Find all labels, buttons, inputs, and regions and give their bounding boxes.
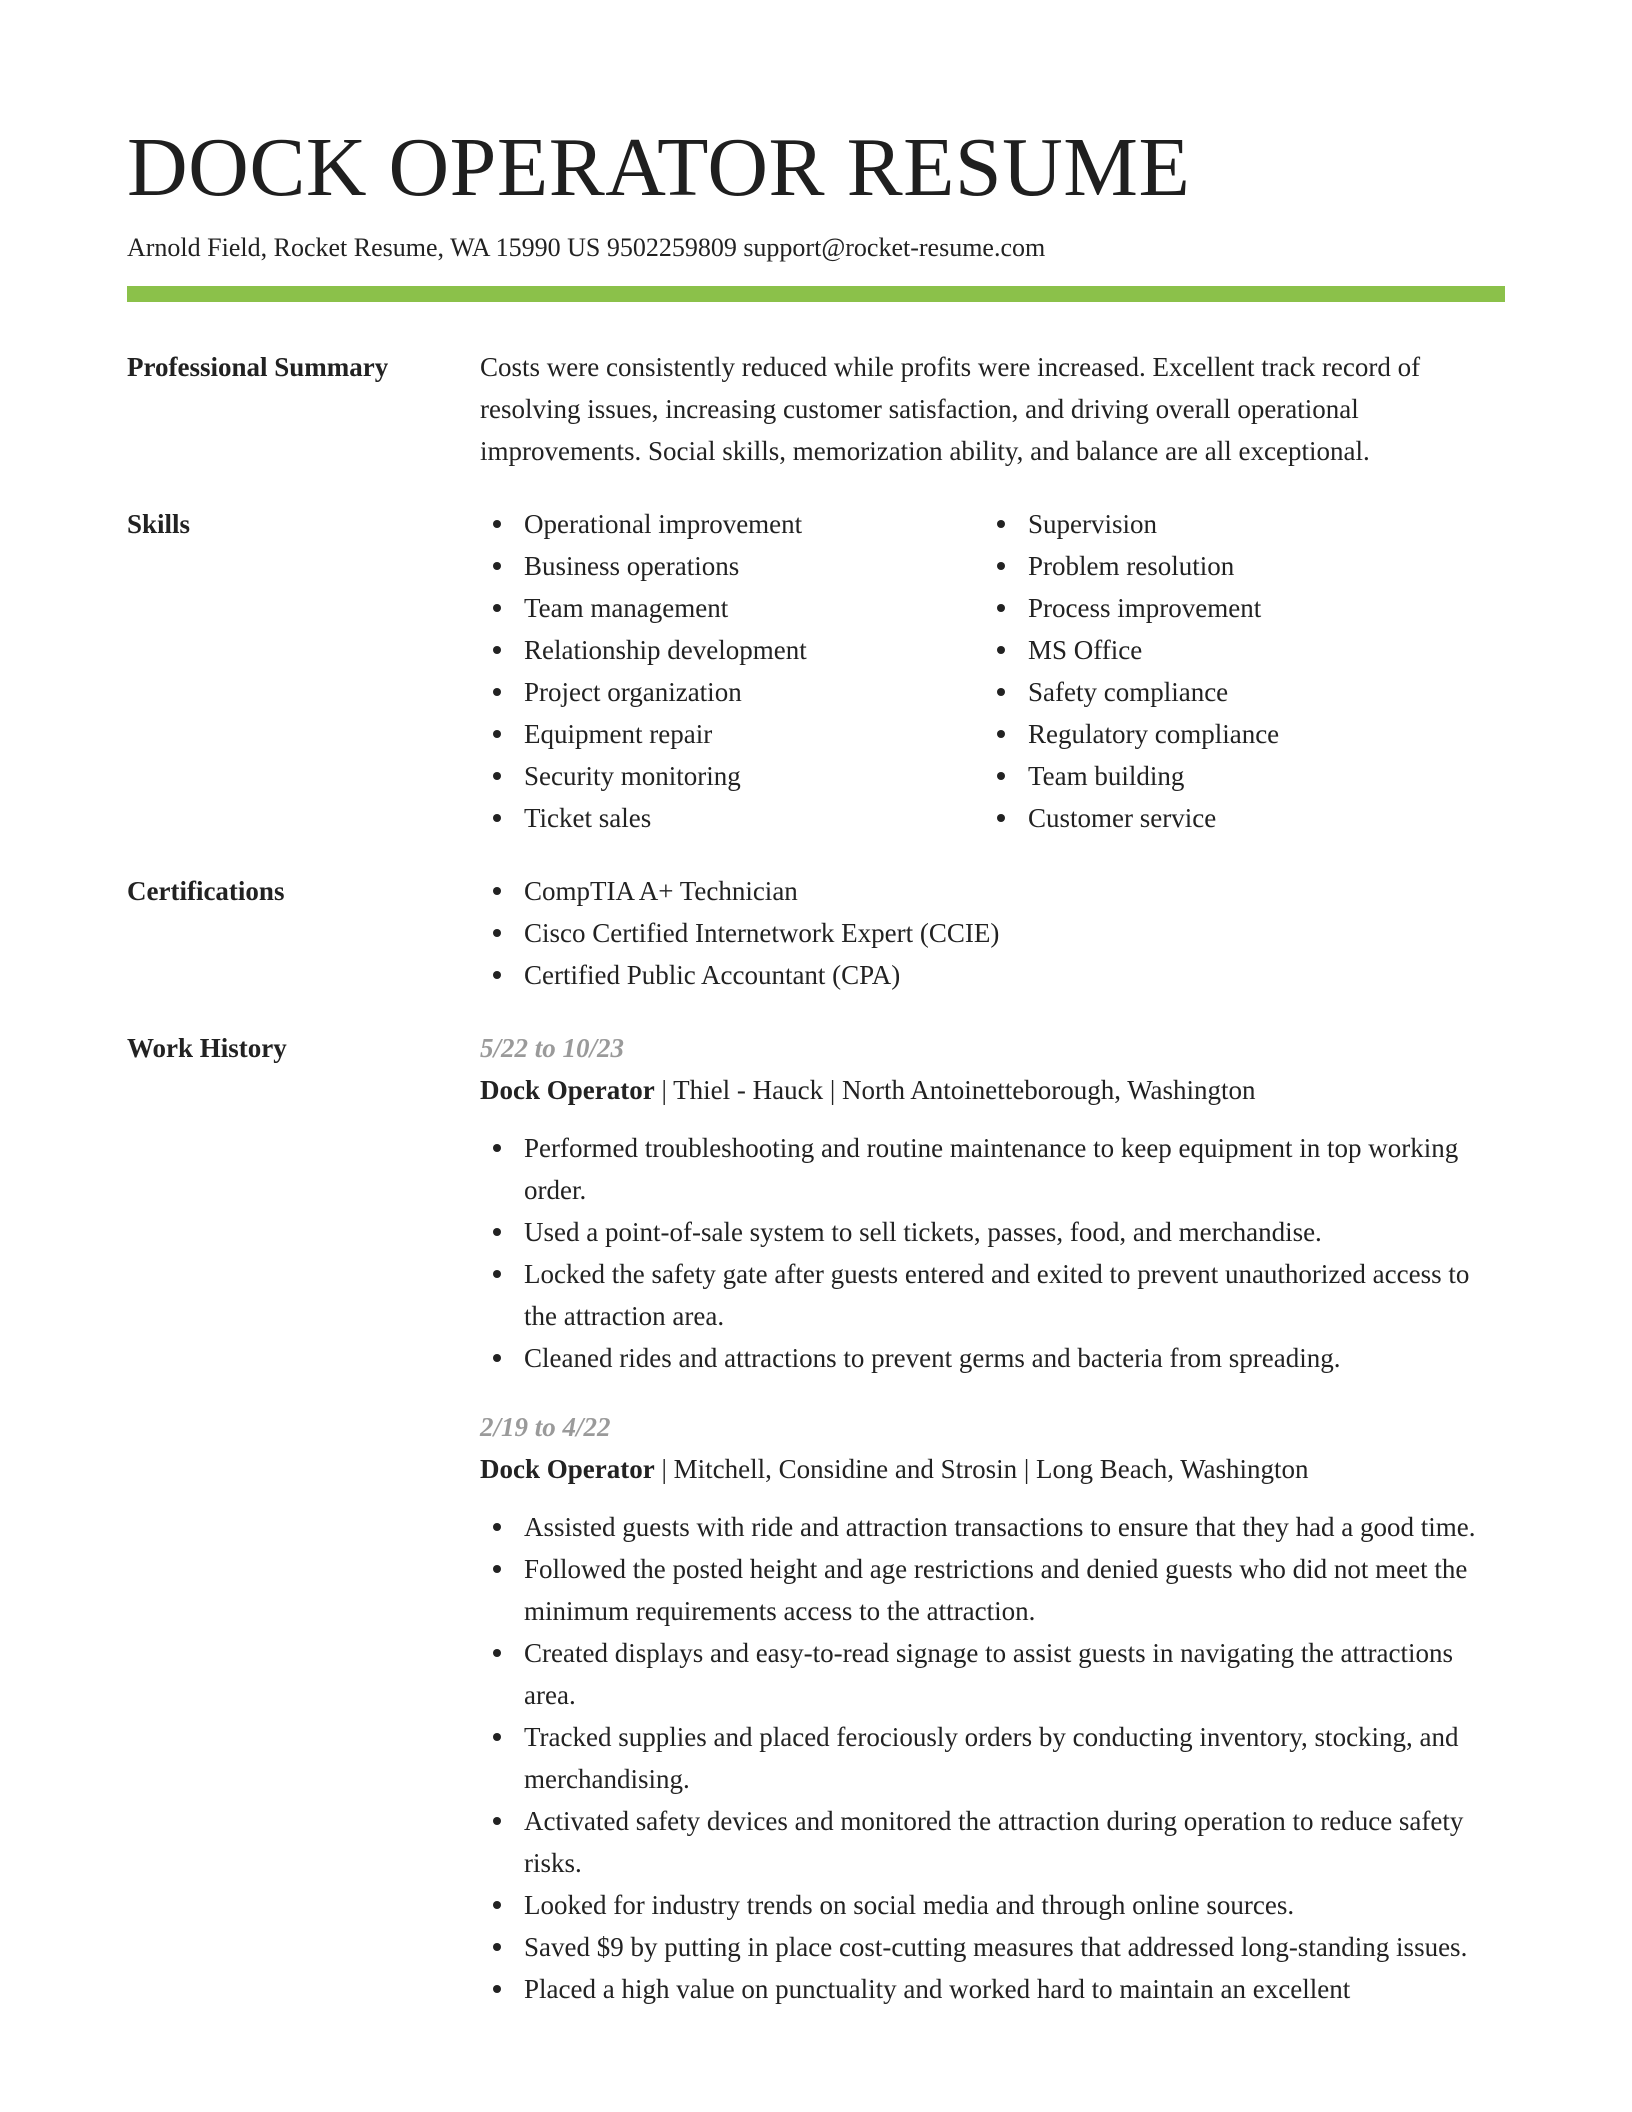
job-employer-location: | Mitchell, Considine and Strosin | Long Beach, Washington: [654, 1454, 1309, 1484]
contact-location: WA 15990 US: [450, 233, 601, 262]
skills-list-left: [480, 503, 984, 839]
contact-name: Arnold Field,: [127, 233, 268, 262]
section-heading-summary: Professional Summary: [127, 352, 389, 382]
job-bullet: Assisted guests with ride and attraction transactions to ensure that they had a good time.: [480, 1506, 1505, 1548]
skill-item: Equipment repair: [480, 713, 984, 755]
job-bullets: [480, 1127, 1505, 1379]
skill-item: Team management: [480, 587, 984, 629]
skill-item: Safety compliance: [984, 671, 1488, 713]
contact-company: Rocket Resume,: [273, 233, 445, 262]
job-employer-location: | Thiel - Hauck | North Antoinetteborough, Washington: [654, 1075, 1256, 1105]
skill-item: Ticket sales: [480, 797, 984, 839]
skill-item: Security monitoring: [480, 755, 984, 797]
skill-item: Business operations: [480, 545, 984, 587]
skill-item: Operational improvement: [480, 503, 984, 545]
skills-list-right: [984, 503, 1488, 839]
header-divider: [127, 286, 1505, 302]
job-bullet: Used a point-of-sale system to sell tickets, passes, food, and merchandise.: [480, 1211, 1505, 1253]
skill-item: Process improvement: [984, 587, 1488, 629]
job-bullet: Tracked supplies and placed ferociously orders by conducting inventory, stocking, and merchandising.: [480, 1716, 1505, 1800]
job-role: Dock Operator: [480, 1454, 655, 1484]
job-bullets: [480, 1506, 1505, 2010]
skill-item: Regulatory compliance: [984, 713, 1488, 755]
job-bullet: Saved $9 by putting in place cost-cutting measures that addressed long-standing issues.: [480, 1926, 1505, 1968]
certifications-list: [480, 870, 1505, 996]
job-entry: [480, 1027, 1505, 1379]
certification-item: Cisco Certified Internetwork Expert (CCIE): [480, 912, 1505, 954]
job-bullet: Activated safety devices and monitored the attraction during operation to reduce safety risks.: [480, 1800, 1505, 1884]
summary-text: Costs were consistently reduced while profits were increased. Excellent track record of resolving issues, increasing customer satisfaction, and driving overall operational improvements. Social skills, memorization ability, and balance are all exceptional.: [480, 352, 1421, 466]
job-title-line: [480, 1069, 1505, 1111]
skill-item: Supervision: [984, 503, 1488, 545]
job-bullet: Followed the posted height and age restrictions and denied guests who did not meet the minimum requirements access to the attraction.: [480, 1548, 1505, 1632]
certification-item: Certified Public Accountant (CPA): [480, 954, 1505, 996]
skill-item: Project organization: [480, 671, 984, 713]
job-bullet: Created displays and easy-to-read signage to assist guests in navigating the attractions area.: [480, 1632, 1505, 1716]
skill-item: Relationship development: [480, 629, 984, 671]
job-role: Dock Operator: [480, 1075, 655, 1105]
job-bullet: Locked the safety gate after guests entered and exited to prevent unauthorized access to the attraction area.: [480, 1253, 1505, 1337]
job-entry: [480, 1406, 1505, 2010]
section-heading-certifications: Certifications: [127, 876, 285, 906]
job-bullet: Cleaned rides and attractions to prevent germs and bacteria from spreading.: [480, 1337, 1505, 1379]
job-bullet: Placed a high value on punctuality and worked hard to maintain an excellent: [480, 1968, 1505, 2010]
skill-item: Problem resolution: [984, 545, 1488, 587]
contact-phone: 9502259809: [606, 233, 737, 262]
job-dates: 5/22 to 10/23: [480, 1033, 625, 1063]
job-bullet: Performed troubleshooting and routine maintenance to keep equipment in top working order.: [480, 1127, 1505, 1211]
skill-item: MS Office: [984, 629, 1488, 671]
job-bullet: Looked for industry trends on social media and through online sources.: [480, 1884, 1505, 1926]
section-heading-work-history: Work History: [127, 1033, 287, 1063]
contact-email: support@rocket-resume.com: [743, 233, 1046, 262]
job-dates: 2/19 to 4/22: [480, 1412, 611, 1442]
certification-item: CompTIA A+ Technician: [480, 870, 1505, 912]
contact-line: [127, 230, 1045, 266]
section-heading-skills: Skills: [127, 509, 191, 539]
job-title-line: [480, 1448, 1505, 1490]
page-title: DOCK OPERATOR RESUME: [127, 121, 1191, 214]
skill-item: Team building: [984, 755, 1488, 797]
skill-item: Customer service: [984, 797, 1488, 839]
